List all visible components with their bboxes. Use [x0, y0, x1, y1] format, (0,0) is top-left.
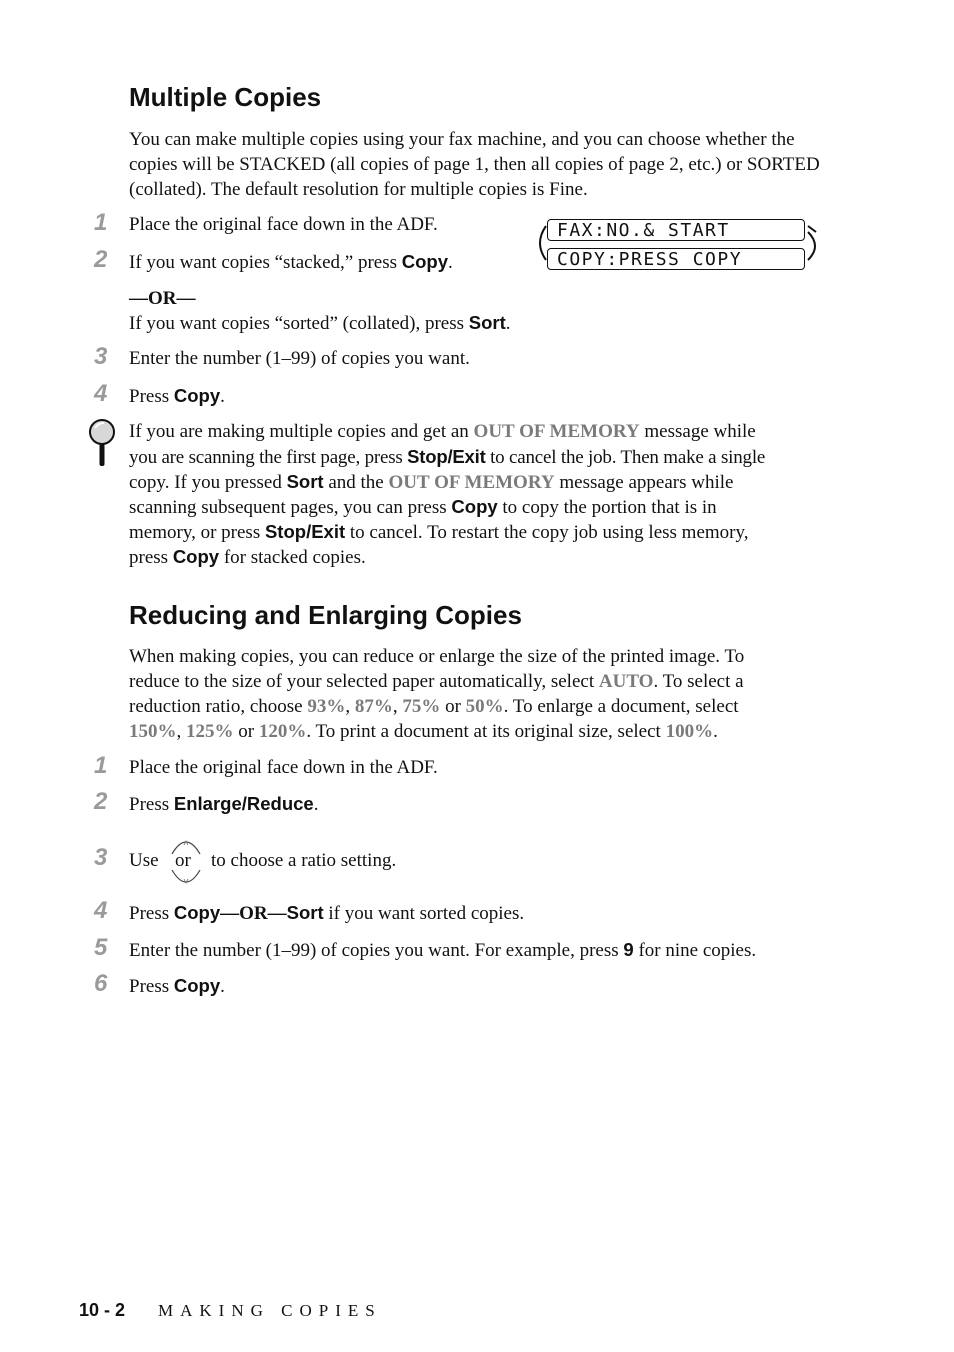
note-line: press Copy for stacked copies. [129, 546, 366, 568]
step-number: 1 [94, 752, 108, 779]
step-number: 4 [94, 380, 108, 407]
key-label: Sort [468, 312, 506, 333]
step-number: 5 [94, 934, 108, 961]
note-line: scanning subsequent pages, you can press Copy to copy the portion that is in [129, 496, 717, 518]
step-text: Place the original face down in the ADF. [129, 757, 438, 778]
step-text: If you want copies “stacked,” press Copy. [129, 251, 453, 273]
step-text: Press Copy. [129, 975, 225, 997]
key-label: Copy [173, 975, 221, 996]
step-text: If you want copies “sorted” (collated), press Sort. [129, 312, 511, 334]
magnifier-note-icon [86, 418, 120, 470]
note-line: copy. If you pressed Sort and the OUT OF MEMORY message appears while [129, 471, 734, 493]
or-separator: —OR— [129, 288, 196, 309]
note-line: you are scanning the first page, press Stop/Exit to cancel the job. Then make a single [129, 446, 766, 468]
step-text-use: Use [129, 850, 159, 871]
step-text: Press Enlarge/Reduce. [129, 793, 319, 815]
chapter-title: MAKING COPIES [158, 1301, 382, 1320]
lcd-line-1: FAX:NO.& START [547, 219, 805, 241]
or-icon-label: or [175, 850, 191, 871]
step-number: 2 [94, 246, 108, 273]
note-line: If you are making multiple copies and get an OUT OF MEMORY message while [129, 421, 756, 442]
lcd-line-2: COPY:PRESS COPY [547, 248, 805, 270]
page-number: 10 - 2 [79, 1300, 126, 1320]
step-text: Enter the number (1–99) of copies you want. For example, press 9 for nine copies. [129, 939, 757, 961]
step-number: 6 [94, 970, 108, 997]
step-text: Enter the number (1–99) of copies you want. [129, 348, 470, 369]
step-text: Press Copy—OR—Sort if you want sorted copies. [129, 902, 525, 924]
paragraph-line: reduction ratio, choose 93%, 87%, 75% or 50%. To enlarge a document, select [129, 696, 739, 717]
section-heading-multiple-copies: Multiple Copies [129, 82, 322, 112]
step-text: Place the original face down in the ADF. [129, 214, 438, 235]
note-line: memory, or press Stop/Exit to cancel. To restart the copy job using less memory, [129, 521, 749, 543]
key-label: Copy [173, 902, 221, 923]
key-label: 9 [623, 939, 634, 960]
paragraph-line: reduce to the size of your selected paper automatically, select AUTO. To select a [129, 671, 744, 692]
section-heading-reduce-enlarge: Reducing and Enlarging Copies [129, 600, 522, 630]
key-label: Sort [286, 902, 324, 923]
step-number: 2 [94, 788, 108, 815]
step-text: to choose a ratio setting. [211, 850, 397, 871]
paragraph-line: When making copies, you can reduce or enlarge the size of the printed image. To [129, 646, 745, 667]
step-number: 3 [94, 343, 108, 370]
key-label: Copy [401, 251, 449, 272]
key-label: Enlarge/Reduce [173, 793, 314, 814]
step-number: 4 [94, 897, 108, 924]
step-number: 1 [94, 209, 108, 236]
paragraph-line: 150%, 125% or 120%. To print a document at its original size, select 100%. [129, 721, 718, 742]
key-label: Copy [173, 385, 221, 406]
step-text: Press Copy. [129, 385, 225, 407]
step-number: 3 [94, 844, 108, 871]
intro-paragraph: You can make multiple copies using your fax machine, and you can choose whether the copies will be STACKED (all copies of page 1, then all copies of page 2, etc.) or SORTED (collated). The default resolution for multiple copies is Fine. [129, 129, 820, 200]
